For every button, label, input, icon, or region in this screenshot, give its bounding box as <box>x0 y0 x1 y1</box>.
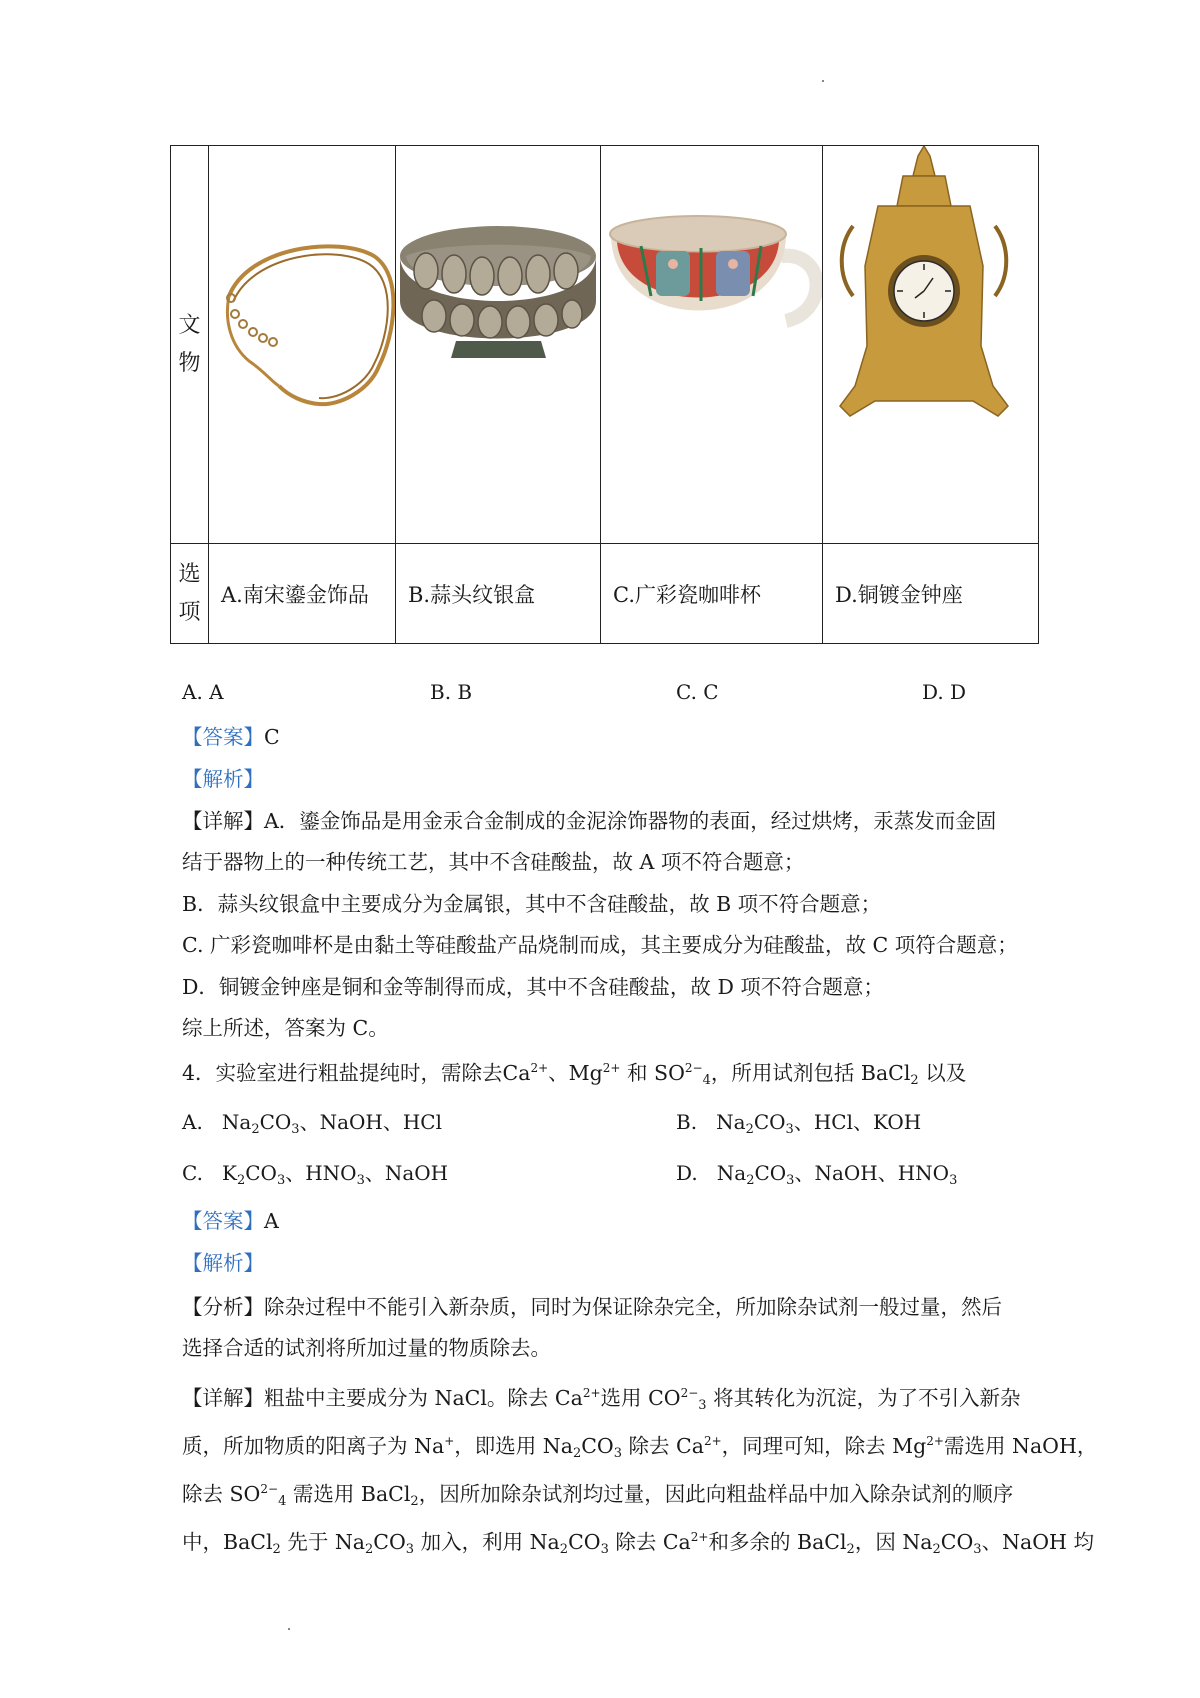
option-cell-b: B.蒜头纹银盒 <box>396 544 601 644</box>
q3-detail-line: B．蒜头纹银盒中主要成分为金属银，其中不含硅酸盐，故 B 项不符合题意； <box>182 892 882 916</box>
q4-stem: 4．实验室进行粗盐提纯时，需除去$Ca^{2+}$、$Mg^{2+}$ 和 $SO^{2-}_4$，所用试剂包括 BaCl$_2$ 以及 <box>182 1061 967 1088</box>
scan-dot <box>288 1628 290 1630</box>
q3-choice-a: A. A <box>182 680 224 704</box>
q3-choice-d: D. D <box>922 680 967 704</box>
q3-detail-line: D．铜镀金钟座是铜和金等制得而成，其中不含硅酸盐，故 D 项不符合题意； <box>182 975 884 999</box>
q3-choice-c: C. C <box>676 680 719 704</box>
q4-detail-line: 中，BaCl$_2$ 先于 $Na_2CO_3$ 加入，利用 $Na_2CO_3$ 除去 $Ca^{2+}$和多余的 BaCl$_2$，因 $Na_2CO_3$、NaOH 均 <box>182 1530 1094 1557</box>
option-cell-a: A.南宋鎏金饰品 <box>209 544 396 644</box>
row-header-artifact: 文 物 <box>171 146 209 544</box>
row-header-option: 选 项 <box>171 544 209 644</box>
q4-option-c: C. $K_2CO_3$、$HNO_3$、NaOH <box>182 1161 449 1188</box>
option-cell-c: C.广彩瓷咖啡杯 <box>601 544 823 644</box>
q4-analysis-tag: 【解析】 <box>182 1251 264 1275</box>
q4-answer: 【答案】A <box>182 1209 279 1233</box>
q4-detail-line: 质，所加物质的阳离子为 Na+，即选用 $Na_2CO_3$ 除去 $Ca^{2+}$，同理可知，除去 $Mg^{2+}$需选用 NaOH， <box>182 1434 1098 1461</box>
artifact-image-silver-box <box>396 146 601 544</box>
q4-option-a: A. $Na_2CO_3$、NaOH、HCl <box>182 1110 442 1137</box>
artifact-table <box>170 145 1039 644</box>
q3-answer: 【答案】C <box>182 725 280 749</box>
scan-dot <box>822 80 824 82</box>
q3-detail-line: C. 广彩瓷咖啡杯是由黏土等硅酸盐产品烧制而成，其主要成分为硅酸盐，故 C 项符合题意； <box>182 933 1018 957</box>
q4-option-d: D. $Na_2CO_3$、NaOH、$HNO_3$ <box>676 1161 958 1188</box>
artifact-image-necklace <box>209 146 396 544</box>
q4-detail-line: 除去 $SO^{2-}_4$ 需选用 BaCl$_2$，因所加除杂试剂均过量，因此向粗盐样品中加入除杂试剂的顺序 <box>182 1482 1014 1509</box>
q3-analysis-tag: 【解析】 <box>182 767 264 791</box>
artifact-image-clock <box>823 146 1039 544</box>
q4-analysis-line: 【分析】除杂过程中不能引入新杂质，同时为保证除杂完全，所加除杂试剂一般过量，然后 <box>182 1295 1002 1319</box>
q3-detail-line: 【详解】A．鎏金饰品是用金汞合金制成的金泥涂饰器物的表面，经过烘烤，汞蒸发而金固 <box>182 809 997 833</box>
artifact-image-coffee-cup <box>601 146 823 544</box>
q4-option-b: B. $Na_2CO_3$、HCl、KOH <box>676 1110 922 1137</box>
q4-detail-line: 【详解】粗盐中主要成分为 NaCl。除去 $Ca^{2+}$选用 $CO^{2-}_3$ 将其转化为沉淀，为了不引入新杂 <box>182 1386 1021 1413</box>
q3-summary: 综上所述，答案为 C。 <box>182 1016 389 1040</box>
option-cell-d: D.铜镀金钟座 <box>823 544 1039 644</box>
q4-analysis-line: 选择合适的试剂将所加过量的物质除去。 <box>182 1336 551 1360</box>
q3-choice-b: B. B <box>430 680 473 704</box>
q3-detail-line: 结于器物上的一种传统工艺，其中不含硅酸盐，故 A 项不符合题意； <box>182 850 805 874</box>
